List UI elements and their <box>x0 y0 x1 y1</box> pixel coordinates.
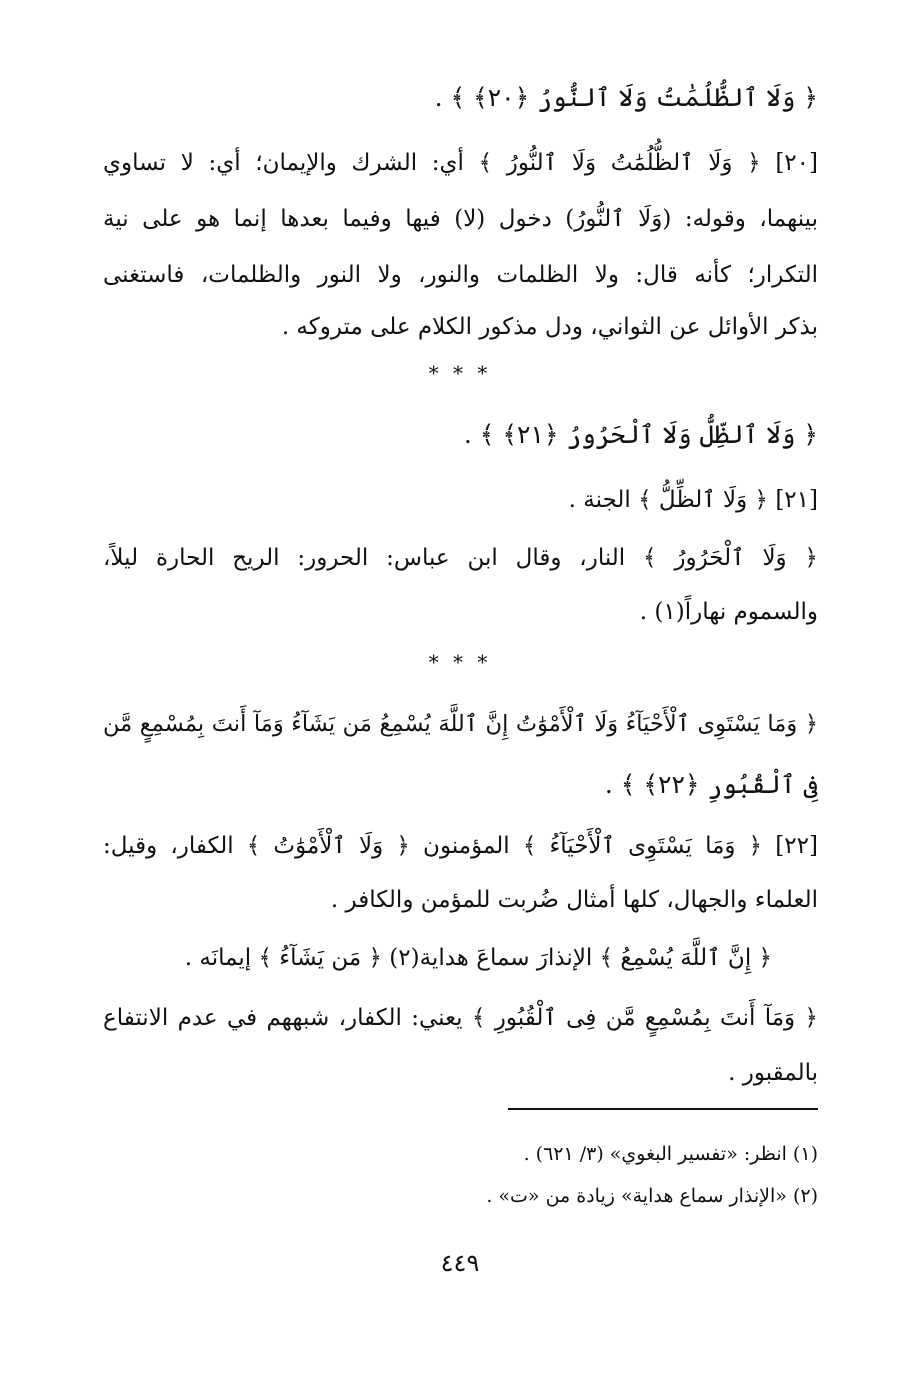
commentary-21-line-1: [٢١] ﴿ وَلَا ٱلظِّلُّ ﴾ الجنة . <box>568 487 818 513</box>
section-separator: * * * <box>428 361 492 385</box>
commentary-21-line-2: ﴿ وَلَا ٱلْحَرُورُ ﴾ النار، وقال ابن عباس: الحرور: الريح الحارة ليلاً، <box>103 545 818 571</box>
commentary-20-line-1: [٢٠] ﴿ وَلَا ٱلظُّلُمَٰتُ وَلَا ٱلنُّورُ ﴾ أي: الشرك والإيمان؛ أي: لا تساوي <box>103 150 818 176</box>
footnote-rule <box>508 1108 818 1110</box>
verse-22-line-2: فِى ٱلْقُبُورِ ﴿٢٢﴾ ﴾ . <box>604 770 818 799</box>
verse-21: ﴿ وَلَا ٱلظِّلُّ وَلَا ٱلْحَرُورُ ﴿٢١﴾ ﴾ . <box>463 420 818 449</box>
footnote-1: (١) انظر: «تفسير البغوي» (٣/ ٦٢١) . <box>523 1143 818 1165</box>
commentary-21-line-3: والسموم نهاراً(١) . <box>639 599 818 625</box>
commentary-22-line-4: ﴿ وَمَآ أَنتَ بِمُسْمِعٍ مَّن فِى ٱلْقُبُورِ ﴾ يعني: الكفار، شبههم في عدم الانتفاع <box>103 1005 818 1031</box>
section-separator: * * * <box>428 650 492 674</box>
page-number: ٤٤٩ <box>440 1249 480 1277</box>
commentary-20-line-3: التكرار؛ كأنه قال: ولا الظلمات والنور، ولا النور والظلمات، فاستغنى <box>103 262 818 288</box>
commentary-22-line-1: [٢٢] ﴿ وَمَا يَسْتَوِى ٱلْأَحْيَآءُ ﴾ المؤمنون ﴿ وَلَا ٱلْأَمْوَٰتُ ﴾ الكفار، وقيل: <box>103 833 818 859</box>
commentary-20-line-4: بذكر الأوائل عن الثواني، ودل مذكور الكلام على متروكه . <box>281 314 818 340</box>
commentary-22-line-2: العلماء والجهال، كلها أمثال ضُربت للمؤمن والكافر . <box>330 887 818 913</box>
footnote-2: (٢) «الإنذار سماع هداية» زيادة من «ت» . <box>486 1185 818 1207</box>
verse-22-line-1: ﴿ وَمَا يَسْتَوِى ٱلْأَحْيَآءُ وَلَا ٱلْأَمْوَٰتُ إِنَّ ٱللَّهَ يُسْمِعُ مَن يَشَآءُ وَمَآ أَنتَ بِمُسْمِعٍ مَّن <box>103 711 818 737</box>
commentary-22-line-3: ﴿ إِنَّ ٱللَّهَ يُسْمِعُ ﴾ الإنذارَ سماعَ هداية(٢) ﴿ مَن يَشَآءُ ﴾ إيمانَه . <box>184 945 772 971</box>
commentary-20-line-2: بينهما، وقوله: (وَلَا ٱلنُّورُ) دخول (لا) فيها وفيما بعدها إنما هو على نية <box>103 206 818 232</box>
verse-20: ﴿ وَلَا ٱلظُّلُمَٰتُ وَلَا ٱلنُّورُ ﴿٢٠﴾ ﴾ . <box>434 83 818 112</box>
commentary-22-line-5: بالمقبور . <box>728 1060 818 1086</box>
